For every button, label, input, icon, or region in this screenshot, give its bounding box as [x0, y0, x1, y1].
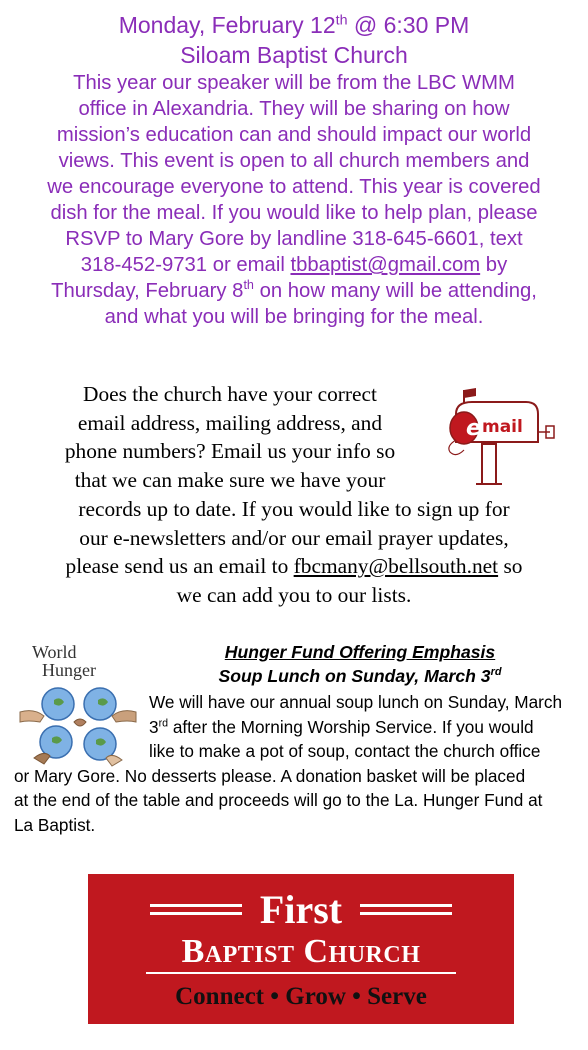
hunger-line-text: after the Morning Worship Service. If you would [168, 716, 534, 737]
hunger-line: We will have our annual soup lunch on Sunday, March [149, 692, 563, 712]
contact-line: we can add you to our lists. [176, 582, 412, 607]
mailbox-e-letter: e [466, 416, 481, 441]
hunger-line-sup: rd [158, 716, 169, 729]
world-hunger-logo [14, 638, 142, 768]
logo-line1: World [32, 642, 77, 662]
hunger-line: like to make a pot of soup, contact the church office [149, 741, 541, 761]
event-announcement [0, 10, 588, 330]
soup-lunch-title [150, 664, 570, 688]
event-line: office in Alexandria. They will be sharing on how [78, 98, 510, 120]
banner-divider [146, 972, 456, 974]
banner-church-name: Baptist Church [181, 933, 421, 970]
hunger-fund-section [0, 636, 588, 846]
soup-lunch-title-sup: rd [490, 666, 502, 679]
event-description [0, 70, 588, 330]
soup-lunch-title-text: Soup Lunch on Sunday, March 3 [218, 666, 491, 686]
contact-update-section [0, 380, 588, 610]
contact-line: that we can make sure we have your [74, 468, 386, 493]
event-email-link[interactable]: tbbaptist@gmail.com [290, 254, 481, 276]
logo-line2: Hunger [42, 660, 96, 680]
event-location: Siloam Baptist Church [180, 42, 408, 68]
event-line [0, 278, 588, 304]
hunger-title [150, 640, 570, 664]
contact-line: our e-newsletters and/or our email prayer updates, [79, 525, 509, 550]
contact-line: email address, mailing address, and [77, 410, 383, 435]
contact-line: Does the church have your correct [83, 382, 377, 406]
event-line: we encourage everyone to attend. This year is covered [47, 176, 541, 198]
hunger-line-text: 3 [149, 716, 159, 737]
event-line: This year our speaker will be from the LBC WMM [73, 72, 515, 94]
contact-line-text: please send us an email to [65, 554, 294, 579]
event-date-text: Monday, February 12 [118, 12, 336, 38]
event-date-sup: th [335, 12, 348, 29]
event-line-text: Thursday, February 8 [51, 280, 244, 302]
hunger-line: or Mary Gore. No desserts please. A donation basket will be placed [14, 765, 526, 786]
event-line-sup: th [243, 278, 254, 293]
event-date [0, 10, 588, 40]
event-line-text: on how many will be attending, [253, 280, 537, 302]
event-line-text: 318-452-9731 or email [80, 254, 291, 276]
church-banner [88, 874, 514, 1024]
mailbox-icon [442, 380, 562, 490]
hunger-title-text: Hunger Fund Offering Emphasis [224, 642, 496, 662]
contact-line: records up to date. If you would like to sign up for [78, 496, 510, 521]
contact-line [0, 552, 588, 581]
event-line: and what you will be bringing for the meal. [104, 306, 484, 328]
event-line [0, 252, 588, 278]
contact-line-text: so [498, 554, 523, 579]
event-line: RSVP to Mary Gore by landline 318-645-6601, text [65, 228, 523, 250]
banner-tagline: Connect • Grow • Serve [175, 983, 427, 1010]
event-line: dish for the meal. If you would like to help plan, please [50, 202, 538, 224]
mailbox-label: mail [482, 417, 523, 437]
event-time: @ 6:30 PM [347, 12, 470, 38]
hunger-line [149, 715, 534, 740]
event-line: views. This event is open to all church members and [58, 150, 530, 172]
event-line-text: by [480, 254, 508, 276]
hunger-line: La Baptist. [14, 814, 96, 835]
banner-first: First [259, 887, 343, 932]
contact-email-link[interactable]: fbcmany@bellsouth.net [293, 554, 499, 579]
hunger-line: at the end of the table and proceeds will go to the La. Hunger Fund at [14, 790, 543, 810]
contact-line: phone numbers? Email us your info so [64, 439, 396, 464]
event-line: mission’s education can and should impact our world [56, 124, 532, 146]
